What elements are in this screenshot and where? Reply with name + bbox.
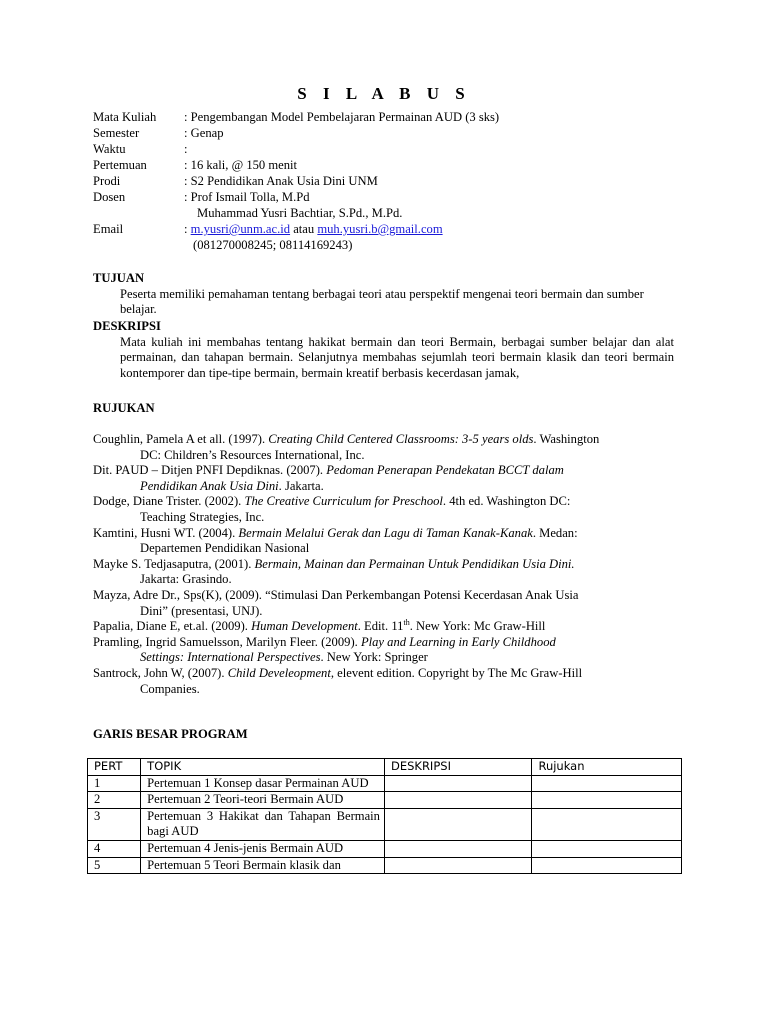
info-row-waktu (93, 142, 693, 158)
email-link-unm[interactable]: m.yusri@unm.ac.id (190, 222, 291, 236)
ref-title: Child Develeopment (227, 665, 331, 680)
ref-continuation (93, 479, 674, 495)
ref-text: , elevent edition. Copyright by The Mc Graw-Hill (330, 665, 583, 680)
table-cell-pert: 2 (88, 792, 141, 809)
ref-text: . Edit. 11 (357, 619, 404, 634)
info-label: Email (93, 222, 124, 236)
reference-item (93, 666, 674, 697)
info-label: Waktu (93, 142, 126, 156)
table-row (88, 808, 682, 840)
ref-continuation (93, 650, 674, 666)
email-separator: atau (290, 222, 318, 236)
reference-item (93, 557, 674, 588)
ref-text: . Jakarta. (278, 478, 324, 493)
info-row-email (93, 222, 693, 238)
table-cell-rujukan (532, 840, 682, 857)
table-row (88, 857, 682, 874)
section-tujuan (93, 271, 674, 318)
info-row-semester (93, 126, 693, 142)
reference-item (93, 635, 674, 666)
table-row (88, 840, 682, 857)
info-row-mata-kuliah (93, 110, 693, 126)
info-label: Prodi (93, 174, 121, 188)
ref-text: Mayza, Adre Dr., Sps(K), (2009). “Stimulasi Dan Perkembangan Potensi Kecerdasan Anak Usia (93, 587, 579, 602)
info-label: Pertemuan (93, 158, 147, 172)
ref-text: Mayke S. Tedjasaputra, (2001). (93, 556, 255, 571)
page-title: S I L A B U S (297, 84, 471, 103)
table-cell-pert: 5 (88, 857, 141, 874)
info-value: : 16 kali, @ 150 menit (184, 158, 298, 172)
table-cell-topik: Pertemuan 5 Teori Bermain klasik dan (141, 857, 385, 874)
ref-title: Human Development (251, 619, 358, 634)
ref-text: . Medan: (532, 525, 578, 540)
section-text: Mata kuliah ini membahas tentang hakikat bermain dan teori Bermain, berbagai sumber belajar dan alat permainan, dan tahapan bermain. Selanjutnya membahas sejumlah teori bermain klasik dan teori bermain kontemporer dan tipe-tipe bermain, bermain kreatif berbasis kecerdasan jamak, (120, 334, 674, 380)
ref-text: Papalia, Diane E, et.al. (2009). (93, 619, 252, 634)
info-row-prodi (93, 174, 693, 190)
table-cell-topik: Pertemuan 4 Jenis-jenis Bermain AUD (141, 840, 385, 857)
section-deskripsi (93, 319, 674, 381)
ref-text: Pramling, Ingrid Samuelsson, Marilyn Fleer. (2009). (93, 634, 361, 649)
info-label: Mata Kuliah (93, 110, 157, 124)
info-value (184, 222, 443, 238)
ref-text: Coughlin, Pamela A et all. (1997). (93, 432, 269, 446)
table-cell-deskripsi (384, 775, 531, 792)
reference-item (93, 494, 674, 525)
ref-text: Santrock, John W, (2007). (93, 665, 228, 680)
ref-title: Bermain Melalui Gerak dan Lagu di Taman Kanak-Kanak (238, 525, 533, 540)
section-text: Peserta memiliki pemahaman tentang berbagai teori atau perspektif mengenai teori bermain dan sumber belajar. (120, 286, 644, 317)
info-row-phones (93, 238, 693, 254)
table-cell-rujukan (532, 808, 682, 840)
ref-continuation: Departemen Pendidikan Nasional (140, 541, 310, 556)
ref-title: Pedoman Penerapan Pendekatan BCCT dalam (326, 463, 564, 478)
info-row-pertemuan (93, 158, 693, 174)
ref-title: Pendidikan Anak Usia Dini (140, 478, 279, 493)
table-cell-topik: Pertemuan 3 Hakikat dan Tahapan Bermain bagi AUD (141, 808, 385, 840)
ref-text: Dit. PAUD – Ditjen PNFI Depdiknas. (2007). (93, 463, 327, 478)
ref-text: . New York: Mc Graw-Hill (409, 619, 546, 634)
section-heading: TUJUAN (93, 271, 145, 285)
ref-text: . Washington (533, 432, 600, 446)
section-rujukan (93, 401, 674, 417)
ref-text: Dodge, Diane Trister. (2002). (93, 494, 245, 509)
reference-list (93, 432, 674, 697)
table-header: PERT (88, 759, 141, 776)
email-link-gmail[interactable]: muh.yusri.b@gmail.com (317, 222, 443, 236)
table-header: TOPIK (141, 759, 385, 776)
section-heading: DESKRIPSI (93, 319, 161, 333)
table-cell-pert: 4 (88, 840, 141, 857)
info-value: : Prof Ismail Tolla, M.Pd (184, 190, 310, 204)
table-cell-pert: 1 (88, 775, 141, 792)
table-cell-topik: Pertemuan 2 Teori-teori Bermain AUD (141, 792, 385, 809)
reference-item (93, 432, 674, 463)
program-table (87, 758, 682, 874)
ref-title: Play and Learning in Early Childhood (360, 634, 556, 649)
ref-title: Creating Child Centered Classrooms: 3-5 years olds (268, 432, 534, 446)
info-label: Semester (93, 126, 140, 140)
email-prefix: : (184, 222, 191, 236)
table-cell-rujukan (532, 792, 682, 809)
info-value: : Genap (184, 126, 224, 140)
table-cell-deskripsi (384, 792, 531, 809)
ref-continuation: Dini” (presentasi, UNJ). (140, 603, 263, 618)
info-row-dosen (93, 190, 693, 206)
reference-item (93, 526, 674, 557)
info-value: : Pengembangan Model Pembelajaran Permainan AUD (3 sks) (184, 110, 500, 124)
ref-text: Kamtini, Husni WT. (2004). (93, 525, 239, 540)
info-row-dosen-2 (93, 206, 693, 222)
ref-text: . 4th ed. Washington DC: (442, 494, 571, 509)
info-value: : (184, 142, 188, 156)
table-cell-rujukan (532, 857, 682, 874)
program-heading: GARIS BESAR PROGRAM (93, 727, 248, 741)
table-cell-rujukan (532, 775, 682, 792)
reference-item (93, 463, 674, 494)
ref-title: Settings: International Perspectives (140, 650, 321, 665)
table-row (88, 775, 682, 792)
ref-continuation: Teaching Strategies, Inc. (140, 509, 265, 524)
ref-superscript: th (403, 617, 410, 627)
reference-item (93, 588, 674, 619)
info-value: (081270008245; 08114169243) (193, 238, 353, 252)
table-cell-pert: 3 (88, 808, 141, 840)
ref-text: . New York: Springer (320, 650, 428, 665)
ref-continuation: DC: Children’s Resources International, Inc. (140, 447, 365, 462)
table-cell-deskripsi (384, 840, 531, 857)
info-value: Muhammad Yusri Bachtiar, S.Pd., M.Pd. (197, 206, 403, 220)
info-value: : S2 Pendidikan Anak Usia Dini UNM (184, 174, 378, 188)
course-info (93, 110, 693, 254)
ref-continuation: Jakarta: Grasindo. (140, 572, 232, 587)
ref-continuation: Companies. (140, 681, 200, 696)
table-cell-topik: Pertemuan 1 Konsep dasar Permainan AUD (141, 775, 385, 792)
table-cell-deskripsi (384, 857, 531, 874)
ref-title: The Creative Curriculum for Preschool (244, 494, 443, 509)
ref-title: Bermain, Mainan dan Permainan Untuk Pendidikan Usia Dini. (254, 556, 575, 571)
table-header: Rujukan (532, 759, 682, 776)
table-row (88, 792, 682, 809)
info-label: Dosen (93, 190, 126, 204)
reference-item (93, 619, 674, 635)
table-header-row (88, 759, 682, 776)
section-heading: RUJUKAN (93, 401, 155, 415)
table-cell-deskripsi (384, 808, 531, 840)
table-header: DESKRIPSI (384, 759, 531, 776)
